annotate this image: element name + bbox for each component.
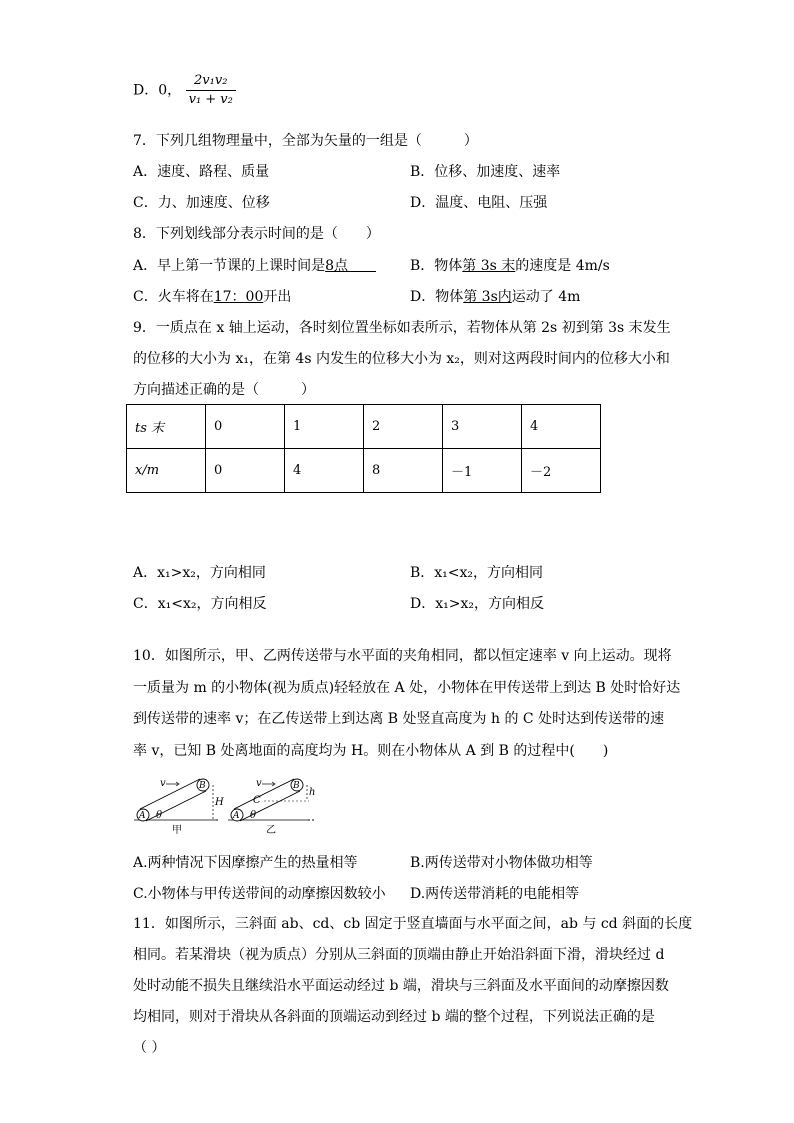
q8-option-a-text: A．早上第一节课的上课时间是 — [133, 258, 326, 274]
fig-label-c: C — [253, 795, 261, 806]
q7-option-a: A．速度、路程、质量 — [133, 164, 270, 180]
q6-option-d — [133, 72, 236, 109]
q8-option-b-underlined: 第 3s 末 — [462, 258, 516, 274]
q9-option-b: B．x₁<x₂，方向相同 — [410, 565, 544, 581]
q8-option-b — [410, 255, 610, 275]
fig-label-h-upper: H — [215, 797, 224, 808]
table-cell: 2 — [364, 405, 443, 449]
table-cell: －2 — [522, 449, 601, 493]
table-cell: 0 — [206, 449, 285, 493]
q9-stem-line1: 9．一质点在 x 轴上运动，各时刻位置坐标如表所示，若物体从第 2s 初到第 3s 末发生 — [133, 320, 671, 336]
q6-option-d-label: D．0， — [133, 82, 182, 99]
fig-label-jia: 甲 — [172, 825, 182, 836]
table-cell: 1 — [285, 405, 364, 449]
q10-stem-line2: 一质量为 m 的小物体(视为质点)轻轻放在 A 处，小物体在甲传送带上到达 B 处时恰好达 — [133, 680, 681, 696]
fig-label-yi: 乙 — [266, 825, 276, 836]
fig-label-v: v — [256, 778, 262, 789]
q8-option-a — [133, 255, 376, 275]
conveyor-yi — [228, 778, 315, 836]
q8-option-a-underlined: 8点 — [325, 258, 377, 274]
table-cell: 4 — [522, 405, 601, 449]
q9-option-d: D．x₁>x₂，方向相反 — [410, 596, 544, 612]
table-cell: ts 末 — [127, 405, 206, 449]
q9-option-c: C．x₁<x₂，方向相反 — [133, 596, 267, 612]
q8-stem: 8．下列划线部分表示时间的是（ ） — [133, 226, 380, 242]
q8-option-d-post: 运动了 4m — [511, 289, 581, 305]
q8-option-c-pre: C．火车将在 — [133, 289, 214, 305]
q9-position-table — [126, 404, 601, 493]
q8-option-d-pre: D．物体 — [410, 289, 464, 305]
table-cell: x/m — [127, 449, 206, 493]
q10-option-d: D.两传送带消耗的电能相等 — [410, 886, 580, 902]
q7-option-b: B．位移、加速度、速率 — [410, 164, 561, 180]
fraction-numerator: 2v₁v₂ — [186, 72, 236, 91]
fig-label-b: B — [293, 781, 300, 791]
fig-label-theta: θ — [156, 810, 163, 821]
q7-option-d: D．温度、电阻、压强 — [410, 195, 548, 211]
table-cell: 3 — [443, 405, 522, 449]
q8-option-b-post: 的速度是 4m/s — [515, 258, 610, 274]
q6-option-d-fraction — [186, 72, 236, 109]
table-cell: 8 — [364, 449, 443, 493]
q11-stem-line3: 处时动能不损失且继续沿水平面运动经过 b 端，滑块与三斜面及水平面间的动摩擦因数 — [133, 978, 669, 994]
q7-option-c: C．力、加速度、位移 — [133, 195, 270, 211]
fig-label-v: v — [160, 778, 166, 789]
fraction-denominator: v₁ + v₂ — [188, 92, 233, 107]
fig-label-b: B — [199, 781, 206, 791]
q10-stem-line3: 到传送带的速率 v；在乙传送带上到达离 B 处竖直高度为 h 的 C 处时达到传送带的速 — [133, 711, 665, 727]
fig-label-a: A — [233, 811, 240, 821]
q11-stem-line1: 11．如图所示，三斜面 ab、cd、cb 固定于竖直墙面与水平面之间，ab 与 cd 斜面的长度 — [133, 916, 693, 932]
q10-option-b: B.两传送带对小物体做功相等 — [410, 855, 593, 871]
table-cell: 4 — [285, 449, 364, 493]
conveyor-jia — [134, 778, 224, 836]
q8-option-c-post: 开出 — [263, 289, 292, 305]
q10-stem-line4: 率 v，已知 B 处离地面的高度均为 H。则在小物体从 A 到 B 的过程中( ) — [133, 743, 609, 759]
q8-option-b-pre: B．物体 — [410, 258, 463, 274]
q9-option-a: A．x₁>x₂，方向相同 — [133, 565, 266, 581]
table-row — [127, 405, 601, 449]
q11-stem-line4: 均相同，则对于滑块从各斜面的顶端运动到经过 b 端的整个过程，下列说法正确的是 — [133, 1009, 655, 1025]
q9-stem-line2: 的位移的大小为 x₁，在第 4s 内发生的位移大小为 x₂，则对这两段时间内的位移大小和 — [133, 351, 670, 367]
q8-option-d — [410, 286, 580, 306]
fig-label-h-lower: h — [309, 787, 316, 798]
q10-option-a: A.两种情况下因摩擦产生的热量相等 — [133, 855, 358, 871]
q11-stem-line5: （ ） — [133, 1040, 166, 1056]
q8-option-c — [133, 286, 291, 306]
table-cell: －1 — [443, 449, 522, 493]
q7-stem: 7．下列几组物理量中，全部为矢量的一组是（ ） — [133, 133, 478, 149]
table-cell: 0 — [206, 405, 285, 449]
q11-stem-line2: 相同。若某滑块（视为质点）分别从三斜面的顶端由静止开始沿斜面下滑，滑块经过 d — [133, 947, 665, 963]
q9-stem-line3: 方向描述正确的是（ ） — [133, 382, 315, 398]
q10-stem-line1: 10．如图所示，甲、乙两传送带与水平面的夹角相同，都以恒定速率 v 向上运动。现将 — [133, 648, 672, 664]
table-row — [127, 449, 601, 493]
fig-label-a: A — [139, 811, 146, 821]
fig-label-theta: θ — [250, 810, 257, 821]
q8-option-c-underlined: 17：00 — [213, 289, 264, 305]
q10-conveyor-figure — [132, 775, 332, 837]
q10-option-c: C.小物体与甲传送带间的动摩擦因数较小 — [133, 886, 386, 902]
q8-option-d-underlined: 第 3s内 — [463, 289, 512, 305]
